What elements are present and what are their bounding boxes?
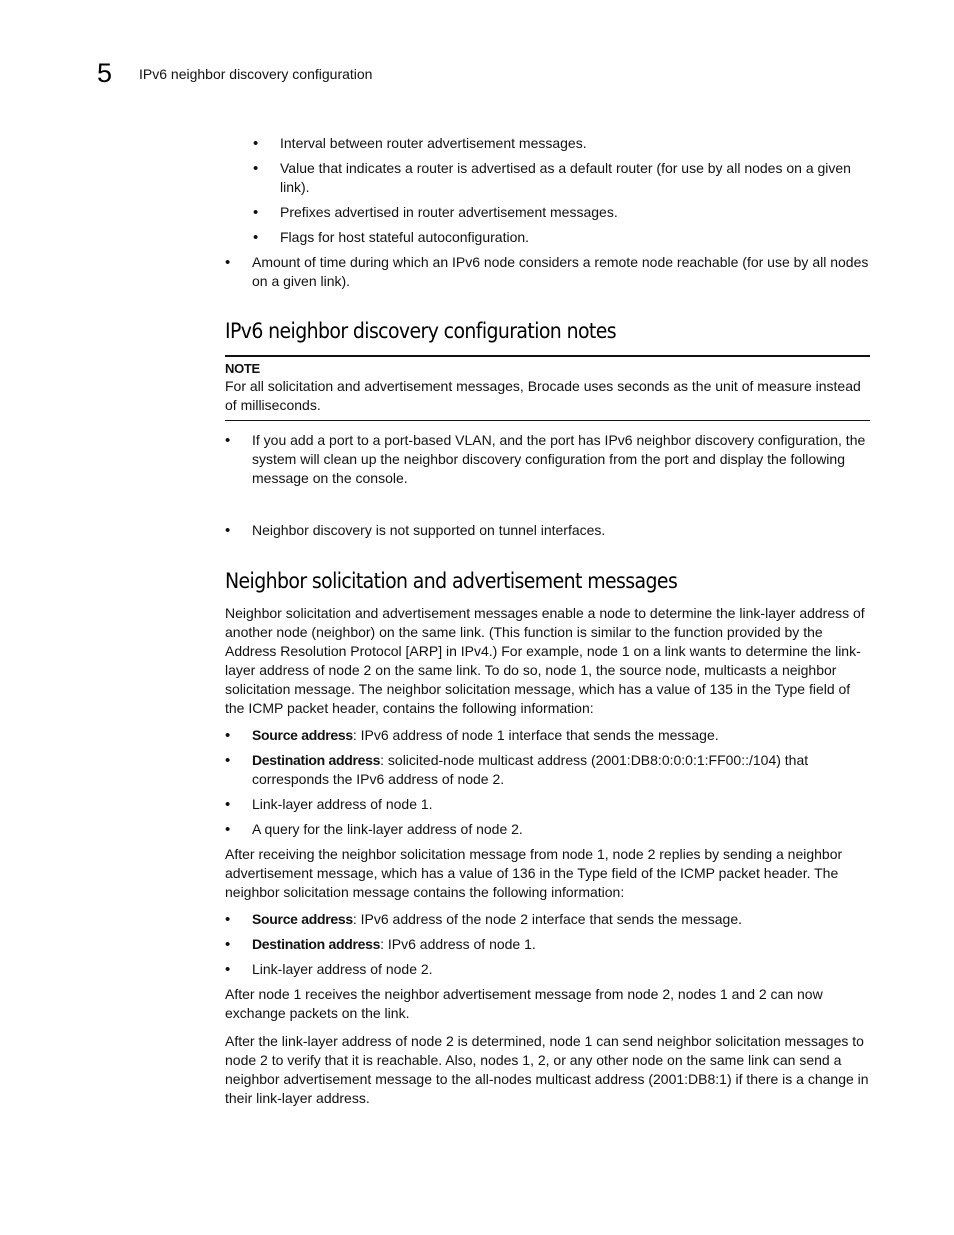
list-item: • Neighbor discovery is not supported on tunnel interfaces. bbox=[225, 521, 870, 540]
list-item bbox=[225, 960, 870, 979]
advertisement-list bbox=[225, 910, 870, 979]
term-text: A query for the link-layer address of node 2. bbox=[252, 821, 523, 837]
notes-list bbox=[225, 431, 870, 540]
verify-paragraph: After the link-layer address of node 2 is determined, node 1 can send neighbor solicitation messages to node 2 to verify that it is reachable. Also, nodes 1, 2, or any other node on the same link can send a neighbor advertisement message to the all-nodes multicast address (2001:DB8:1) if there is a change in their link-layer address. bbox=[225, 1033, 869, 1106]
list-item: • Prefixes advertised in router advertisement messages. bbox=[253, 203, 870, 222]
exchange-paragraph: After node 1 receives the neighbor advertisement message from node 2, nodes 1 and 2 can now exchange packets on the link. bbox=[225, 986, 823, 1021]
list-item bbox=[225, 751, 870, 789]
term: Source address bbox=[252, 911, 353, 927]
list-item: • Amount of time during which an IPv6 node considers a remote node reachable (for use by all nodes on a given link). bbox=[225, 253, 870, 291]
list-item: • Value that indicates a router is advertised as a default router (for use by all nodes on a given link). bbox=[253, 159, 870, 197]
list-item: • Interval between router advertisement messages. bbox=[253, 134, 870, 153]
list-item-container bbox=[225, 134, 870, 247]
term: Destination address bbox=[252, 752, 381, 768]
after-receiving-paragraph: After receiving the neighbor solicitation message from node 1, node 2 replies by sending a neighbor advertisement message, which has a value of 136 in the Type field of the ICMP packet header. The neighbor solicitation message contains the following information: bbox=[225, 846, 843, 900]
sub-list bbox=[225, 134, 870, 247]
list-item bbox=[225, 910, 870, 929]
term-text: : IPv6 address of node 1. bbox=[380, 936, 536, 952]
section-heading-solicitation: Neighbor solicitation and advertisement messages bbox=[225, 569, 678, 593]
note-text: For all solicitation and advertisement messages, Brocade uses seconds as the unit of measure instead of milliseconds. bbox=[225, 378, 861, 413]
note-box bbox=[225, 355, 870, 421]
list-item bbox=[225, 795, 870, 814]
solicitation-list bbox=[225, 726, 870, 839]
section-heading-notes: IPv6 neighbor discovery configuration notes bbox=[225, 319, 616, 343]
intro-paragraph: Neighbor solicitation and advertisement messages enable a node to determine the link-layer address of another node (neighbor) on the same link. (This function is similar to the function provided by the Address Resolution Protocol [ARP] in IPv4.) For example, node 1 on a link wants to determine the link-layer address of node 2 on the same link. To do so, node 1, the source node, multicasts a neighbor solicitation message. The neighbor solicitation message, which has a value of 135 in the Type field of the ICMP packet header, contains the following information: bbox=[225, 605, 865, 716]
list-item bbox=[225, 935, 870, 954]
term-text: Link-layer address of node 2. bbox=[252, 961, 433, 977]
term-text: : solicited-node multicast address (2001:DB8:0:0:0:1:FF00::/104) that corresponds the IPv6 address of node 2. bbox=[252, 752, 809, 787]
page-content bbox=[225, 134, 870, 1116]
list-item bbox=[225, 820, 870, 839]
top-list bbox=[225, 134, 870, 291]
term: Destination address bbox=[252, 936, 381, 952]
term-text: : IPv6 address of node 1 interface that sends the message. bbox=[352, 727, 719, 743]
term-text: Link-layer address of node 1. bbox=[252, 796, 433, 812]
term-text: : IPv6 address of the node 2 interface that sends the message. bbox=[352, 911, 742, 927]
note-label: NOTE bbox=[225, 361, 260, 376]
list-item: • Flags for host stateful autoconfiguration. bbox=[253, 228, 870, 247]
term: Source address bbox=[252, 727, 353, 743]
chapter-number: 5 bbox=[97, 58, 113, 88]
running-head: IPv6 neighbor discovery configuration bbox=[139, 66, 373, 82]
list-item: • If you add a port to a port-based VLAN, and the port has IPv6 neighbor discovery configuration, the system will clean up the neighbor discovery configuration from the port and display the following message on the console. bbox=[225, 431, 870, 488]
list-item bbox=[225, 726, 870, 745]
